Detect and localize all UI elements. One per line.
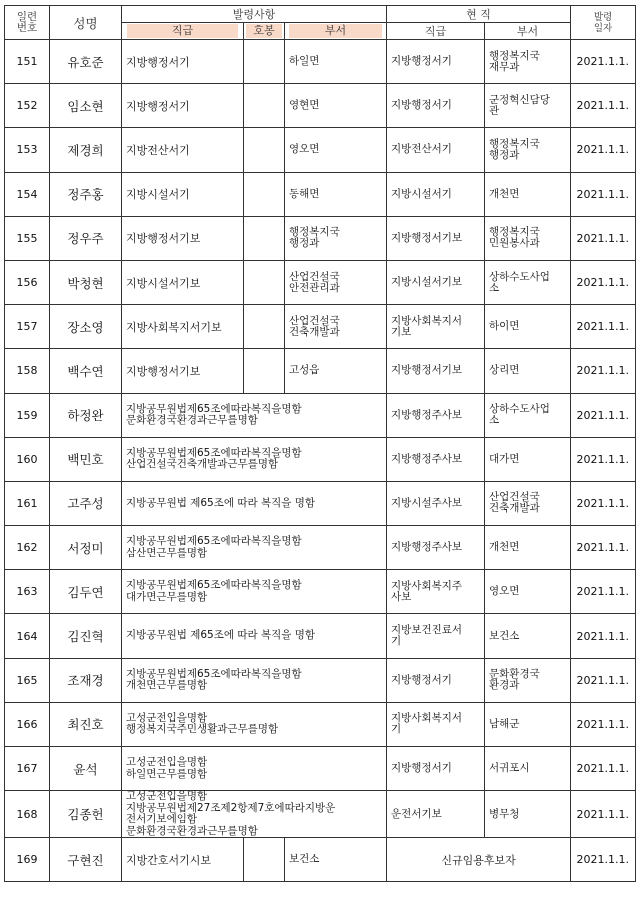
row-serial: 165 [5, 658, 50, 702]
row-ho [244, 172, 285, 216]
row-cur-rank: 지방행정서기 [387, 658, 485, 702]
header-rank-label: 직급 [127, 24, 238, 38]
row-name: 김진혁 [50, 614, 122, 658]
row-cur-dept: 행정복지국 재무과 [485, 40, 571, 84]
row-date: 2021.1.1. [571, 40, 636, 84]
personnel-order-table [4, 5, 636, 882]
row-dept: 고성읍 [285, 349, 387, 393]
row-serial: 160 [5, 437, 50, 481]
row-name: 고주성 [50, 481, 122, 525]
row-cur-rank: 지방시설서기 [387, 172, 485, 216]
row-date: 2021.1.1. [571, 128, 636, 172]
header-serial: 일련 번호 [5, 6, 50, 40]
row-serial: 157 [5, 305, 50, 349]
row-date: 2021.1.1. [571, 658, 636, 702]
row-date: 2021.1.1. [571, 393, 636, 437]
header-date: 발령 일자 [571, 6, 636, 40]
table-row [5, 702, 636, 746]
row-cur-rank: 지방행정주사보 [387, 437, 485, 481]
table-row [5, 84, 636, 128]
row-date: 2021.1.1. [571, 747, 636, 791]
row-serial: 169 [5, 838, 50, 882]
row-date: 2021.1.1. [571, 216, 636, 260]
row-cur-rank: 운전서기보 [387, 791, 485, 838]
row-cur-dept: 상리면 [485, 349, 571, 393]
row-order-note: 지방공무원법제65조에따라복직을명함 삼산면근무를명함 [122, 526, 387, 570]
row-dept: 영현면 [285, 84, 387, 128]
row-cur-rank: 지방행정서기보 [387, 216, 485, 260]
row-date: 2021.1.1. [571, 349, 636, 393]
row-cur-rank: 지방사회복지서 기보 [387, 305, 485, 349]
row-ho [244, 838, 285, 882]
header-name: 성명 [50, 6, 122, 40]
row-cur-dept: 산업건설국 건축개발과 [485, 481, 571, 525]
row-rank: 지방행정서기 [122, 84, 244, 128]
header-dept-label: 부서 [289, 24, 382, 38]
row-serial: 168 [5, 791, 50, 838]
table-row [5, 260, 636, 304]
table-row [5, 128, 636, 172]
row-cur-rank: 지방사회복지주 사보 [387, 570, 485, 614]
table-row [5, 437, 636, 481]
row-cur-dept: 서귀포시 [485, 747, 571, 791]
row-cur-dept: 상하수도사업 소 [485, 260, 571, 304]
row-name: 백수연 [50, 349, 122, 393]
row-name: 김두연 [50, 570, 122, 614]
table-row [5, 481, 636, 525]
row-name: 정우주 [50, 216, 122, 260]
table-row [5, 838, 636, 882]
row-cur-rank: 지방행정서기 [387, 747, 485, 791]
row-name: 구현진 [50, 838, 122, 882]
row-serial: 162 [5, 526, 50, 570]
row-cur-rank: 지방행정서기 [387, 84, 485, 128]
row-order-note: 지방공무원법제65조에따라복직을명함 개천면근무를명함 [122, 658, 387, 702]
row-cur-dept: 문화환경국 환경과 [485, 658, 571, 702]
row-date: 2021.1.1. [571, 305, 636, 349]
row-ho [244, 216, 285, 260]
row-serial: 158 [5, 349, 50, 393]
row-rank: 지방시설서기보 [122, 260, 244, 304]
row-cur-dept: 영오면 [485, 570, 571, 614]
row-serial: 166 [5, 702, 50, 746]
row-serial: 151 [5, 40, 50, 84]
row-cur-dept: 개천면 [485, 172, 571, 216]
row-date: 2021.1.1. [571, 838, 636, 882]
header-cur-rank: 직급 [387, 23, 485, 40]
table-row [5, 40, 636, 84]
row-cur-rank: 지방시설주사보 [387, 481, 485, 525]
row-order-note: 지방공무원법제65조에따라복직을명함 문화환경국환경과근무를명함 [122, 393, 387, 437]
row-date: 2021.1.1. [571, 260, 636, 304]
row-date: 2021.1.1. [571, 172, 636, 216]
row-name: 정주홍 [50, 172, 122, 216]
row-ho [244, 84, 285, 128]
row-serial: 164 [5, 614, 50, 658]
row-ho [244, 40, 285, 84]
row-cur-dept: 하이면 [485, 305, 571, 349]
row-cur-rank: 지방사회복지서 기 [387, 702, 485, 746]
row-cur-dept: 행정복지국 행정과 [485, 128, 571, 172]
header-order-group: 발령사항 [122, 6, 387, 23]
row-serial: 153 [5, 128, 50, 172]
row-name: 서정미 [50, 526, 122, 570]
row-order-note: 고성군전입을명함 행정복지국주민생활과근무를명함 [122, 702, 387, 746]
row-cur-rank: 지방행정주사보 [387, 526, 485, 570]
row-ho [244, 260, 285, 304]
row-rank: 지방행정서기보 [122, 349, 244, 393]
header-dept [285, 23, 387, 40]
row-name: 조재경 [50, 658, 122, 702]
row-cur-dept: 군정혁신담당 관 [485, 84, 571, 128]
row-ho [244, 305, 285, 349]
table-row [5, 747, 636, 791]
row-date: 2021.1.1. [571, 526, 636, 570]
row-name: 장소영 [50, 305, 122, 349]
row-rank: 지방사회복지서기보 [122, 305, 244, 349]
row-cur-dept: 개천면 [485, 526, 571, 570]
table-row [5, 658, 636, 702]
row-date: 2021.1.1. [571, 84, 636, 128]
row-date: 2021.1.1. [571, 702, 636, 746]
row-name: 임소현 [50, 84, 122, 128]
table-row [5, 349, 636, 393]
row-date: 2021.1.1. [571, 481, 636, 525]
row-cur-dept: 대가면 [485, 437, 571, 481]
row-ho [244, 349, 285, 393]
row-name: 하정완 [50, 393, 122, 437]
table-row [5, 614, 636, 658]
row-serial: 163 [5, 570, 50, 614]
row-cur-rank: 지방시설서기보 [387, 260, 485, 304]
row-serial: 161 [5, 481, 50, 525]
row-current-note: 신규임용후보자 [387, 838, 571, 882]
row-cur-rank: 지방행정서기보 [387, 349, 485, 393]
table-row [5, 305, 636, 349]
row-order-note: 지방공무원법제65조에따라복직을명함 산업건설국건축개발과근무를명함 [122, 437, 387, 481]
table-body [5, 40, 636, 882]
row-dept: 산업건설국 안전관리과 [285, 260, 387, 304]
row-dept: 하일면 [285, 40, 387, 84]
row-cur-dept: 보건소 [485, 614, 571, 658]
row-cur-dept: 남해군 [485, 702, 571, 746]
row-name: 윤석 [50, 747, 122, 791]
row-serial: 159 [5, 393, 50, 437]
row-order-note: 지방공무원법 제65조에 따라 복직을 명함 [122, 481, 387, 525]
row-rank: 지방행정서기 [122, 40, 244, 84]
header-current-group: 현 직 [387, 6, 571, 23]
row-cur-rank: 지방행정주사보 [387, 393, 485, 437]
row-serial: 156 [5, 260, 50, 304]
row-order-note: 지방공무원법 제65조에 따라 복직을 명함 [122, 614, 387, 658]
row-rank: 지방시설서기 [122, 172, 244, 216]
row-cur-dept: 행정복지국 민원봉사과 [485, 216, 571, 260]
row-dept: 동해면 [285, 172, 387, 216]
row-ho [244, 128, 285, 172]
row-cur-rank: 지방전산서기 [387, 128, 485, 172]
row-rank: 지방간호서기시보 [122, 838, 244, 882]
row-name: 박청현 [50, 260, 122, 304]
row-order-note: 고성군전입을명함 지방공무원법제27조제2항제7호에따라지방운 전서기보에임함 문화환경국환경과근무를명함 [122, 791, 387, 838]
row-date: 2021.1.1. [571, 614, 636, 658]
row-name: 제경희 [50, 128, 122, 172]
table-row [5, 216, 636, 260]
row-name: 유호준 [50, 40, 122, 84]
header-cur-dept: 부서 [485, 23, 571, 40]
row-serial: 152 [5, 84, 50, 128]
row-dept: 행정복지국 행정과 [285, 216, 387, 260]
row-name: 백민호 [50, 437, 122, 481]
row-date: 2021.1.1. [571, 437, 636, 481]
row-cur-dept: 상하수도사업 소 [485, 393, 571, 437]
table-row [5, 526, 636, 570]
row-serial: 154 [5, 172, 50, 216]
row-order-note: 지방공무원법제65조에따라복직을명함 대가면근무를명함 [122, 570, 387, 614]
table-row [5, 172, 636, 216]
row-dept: 보건소 [285, 838, 387, 882]
row-serial: 155 [5, 216, 50, 260]
row-cur-rank: 지방보건진료서 기 [387, 614, 485, 658]
row-name: 최진호 [50, 702, 122, 746]
header-rank [122, 23, 244, 40]
row-date: 2021.1.1. [571, 791, 636, 838]
header-ho-label: 호봉 [246, 24, 283, 38]
table-row [5, 791, 636, 838]
row-cur-rank: 지방행정서기 [387, 40, 485, 84]
table-row [5, 570, 636, 614]
row-dept: 산업건설국 건축개발과 [285, 305, 387, 349]
row-dept: 영오면 [285, 128, 387, 172]
header-ho [244, 23, 285, 40]
row-name: 김종헌 [50, 791, 122, 838]
row-rank: 지방전산서기 [122, 128, 244, 172]
table-row [5, 393, 636, 437]
row-cur-dept: 병무청 [485, 791, 571, 838]
row-date: 2021.1.1. [571, 570, 636, 614]
row-rank: 지방행정서기보 [122, 216, 244, 260]
row-order-note: 고성군전입을명함 하일면근무를명함 [122, 747, 387, 791]
row-serial: 167 [5, 747, 50, 791]
